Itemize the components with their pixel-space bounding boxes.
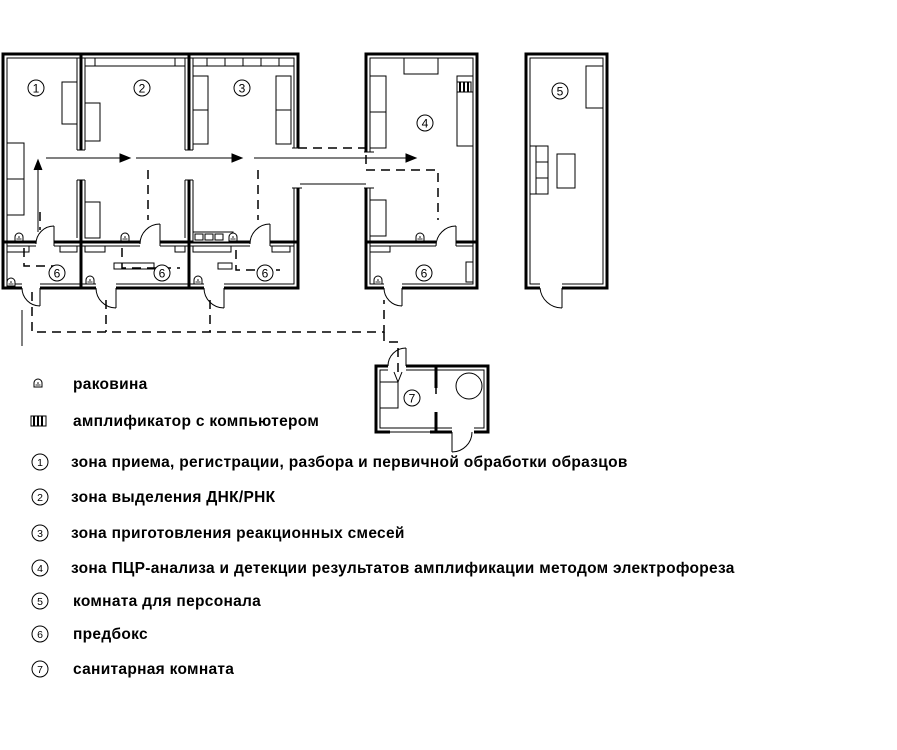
svg-text:2: 2 (37, 492, 43, 504)
legend-zone-1 (32, 454, 628, 471)
furniture-room-5 (530, 66, 603, 194)
svg-text:6: 6 (37, 629, 43, 641)
room-number-1: 1 (32, 81, 40, 96)
room-number-6: 6 (261, 266, 269, 281)
furniture-room-7 (380, 373, 482, 408)
legend-amplifier-icon (31, 416, 46, 426)
room-number-5: 5 (556, 84, 564, 99)
legend-zone-4 (32, 560, 735, 577)
room-number-3: 3 (238, 81, 246, 96)
legend-sink-label: раковина (73, 376, 148, 393)
svg-text:3: 3 (37, 528, 43, 540)
legend-zone-3-label: зона приготовления реакционных смесей (71, 525, 405, 542)
legend-amplifier-label: амплификатор с компьютером (73, 413, 320, 430)
legend (31, 376, 735, 678)
legend-zone-2 (32, 489, 276, 506)
svg-text:7: 7 (37, 664, 43, 676)
legend-zone-7 (32, 661, 234, 678)
legend-zone-6 (32, 626, 148, 643)
room-number-7: 7 (408, 391, 416, 406)
legend-zone-4-label: зона ПЦР-анализа и детекции результатов амплификации методом электрофореза (71, 560, 735, 577)
room-number-4: 4 (421, 116, 429, 131)
furniture-prebox-1-3 (7, 246, 290, 269)
svg-text:5: 5 (37, 596, 43, 608)
legend-sink-icon (34, 379, 42, 387)
svg-text:1: 1 (37, 457, 43, 469)
legend-zone-6-label: предбокс (73, 626, 148, 643)
block-rooms-1-3 (3, 54, 298, 288)
legend-zone-5 (32, 593, 261, 610)
legend-zone-2-label: зона выделения ДНК/РНК (71, 489, 276, 506)
room-number-2: 2 (138, 81, 146, 96)
room-number-6: 6 (53, 266, 61, 281)
legend-zone-3 (32, 525, 405, 542)
dashed-routes (24, 148, 438, 400)
room-number-6: 6 (158, 266, 166, 281)
room-number-6: 6 (420, 266, 428, 281)
svg-text:4: 4 (37, 563, 43, 575)
legend-zone-7-label: санитарная комната (73, 661, 235, 678)
legend-zone-5-label: комната для персонала (73, 593, 262, 610)
furniture-room-1 (7, 82, 77, 215)
amplifier-icon (457, 82, 471, 92)
legend-zone-1-label: зона приема, регистрации, разбора и первичной обработки образцов (71, 454, 628, 471)
